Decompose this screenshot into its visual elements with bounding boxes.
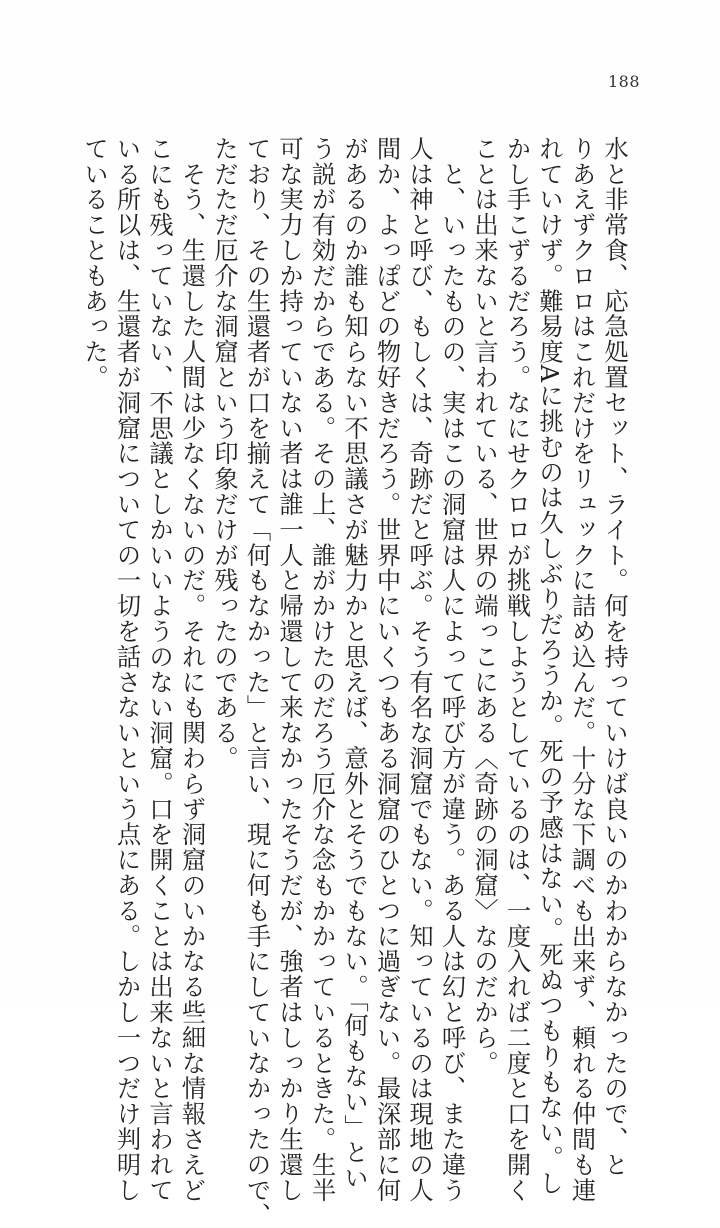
- text-line: りあえずクロロはこれだけをリュックに詰め込んだ。十分な下調べも出来ず、頼れる仲間も連: [567, 136, 597, 1203]
- text-line: と、いったものの、実はこの洞窟は人によって呼び方が違う。ある人は幻と呼び、また違う: [437, 136, 467, 1203]
- text-line: かし手こずるだろう。なにせクロロが挑戦しようとしているのは、一度入れば二度と口を開く: [502, 136, 532, 1203]
- text-line: れていけず。難易度Aに挑むのは久しぶりだろうか。死の予感はない。死ぬつもりもない。し: [535, 136, 564, 1197]
- text-line: 間か、よっぽどの物好きだろう。世界中にいくつもある洞窟のひとつに過ぎない。最深部に何: [372, 136, 402, 1203]
- text-line: があるのか誰も知らない不思議さが魅力かと思えば、意外とそうでもない。「何もない」とい: [340, 136, 369, 1191]
- text-line: 水と非常食、応急処置セット、ライト。何を持っていけば良いのかわからなかったので、と: [600, 136, 629, 1178]
- text-line: そう、生還した人間は少なくないのだ。それにも関わらず洞窟のいかなる些細な情報さえど: [177, 136, 207, 1203]
- text-line: こにも残っていない、不思議としかいいようのない洞窟。口を開くことは出来ないと言われて: [145, 136, 174, 1203]
- page-number: 188: [607, 72, 640, 91]
- body-text: [78, 136, 631, 1228]
- text-line: 可な実力しか持っていない者は誰一人と帰還して来なかったそうだが、強者はしっかり生還し: [275, 136, 304, 1203]
- text-line: いる所以は、生還者が洞窟についての一切を話さないという点にある。しかし一つだけ判明し: [112, 136, 142, 1203]
- text-line: 人は神と呼び、もしくは、奇跡だと呼ぶ。そう有名な洞窟でもない。知っているのは現地の人: [405, 136, 434, 1203]
- text-line: ており、その生還者が口を揃えて「何もなかった」と言い、現に何も手にしていなかったので、: [242, 136, 272, 1228]
- text-line: う説が有効だからである。その上、誰がかけたのだろう厄介な念もかかっているときた。生半: [307, 136, 337, 1203]
- text-line: ただただ厄介な洞窟という印象だけが残ったのである。: [210, 136, 239, 771]
- text-line: ことは出来ないと言われている、世界の端っこにある〈奇跡の洞窟〉なのだから。: [470, 136, 499, 1076]
- text-line: ていることもあった。: [80, 136, 109, 390]
